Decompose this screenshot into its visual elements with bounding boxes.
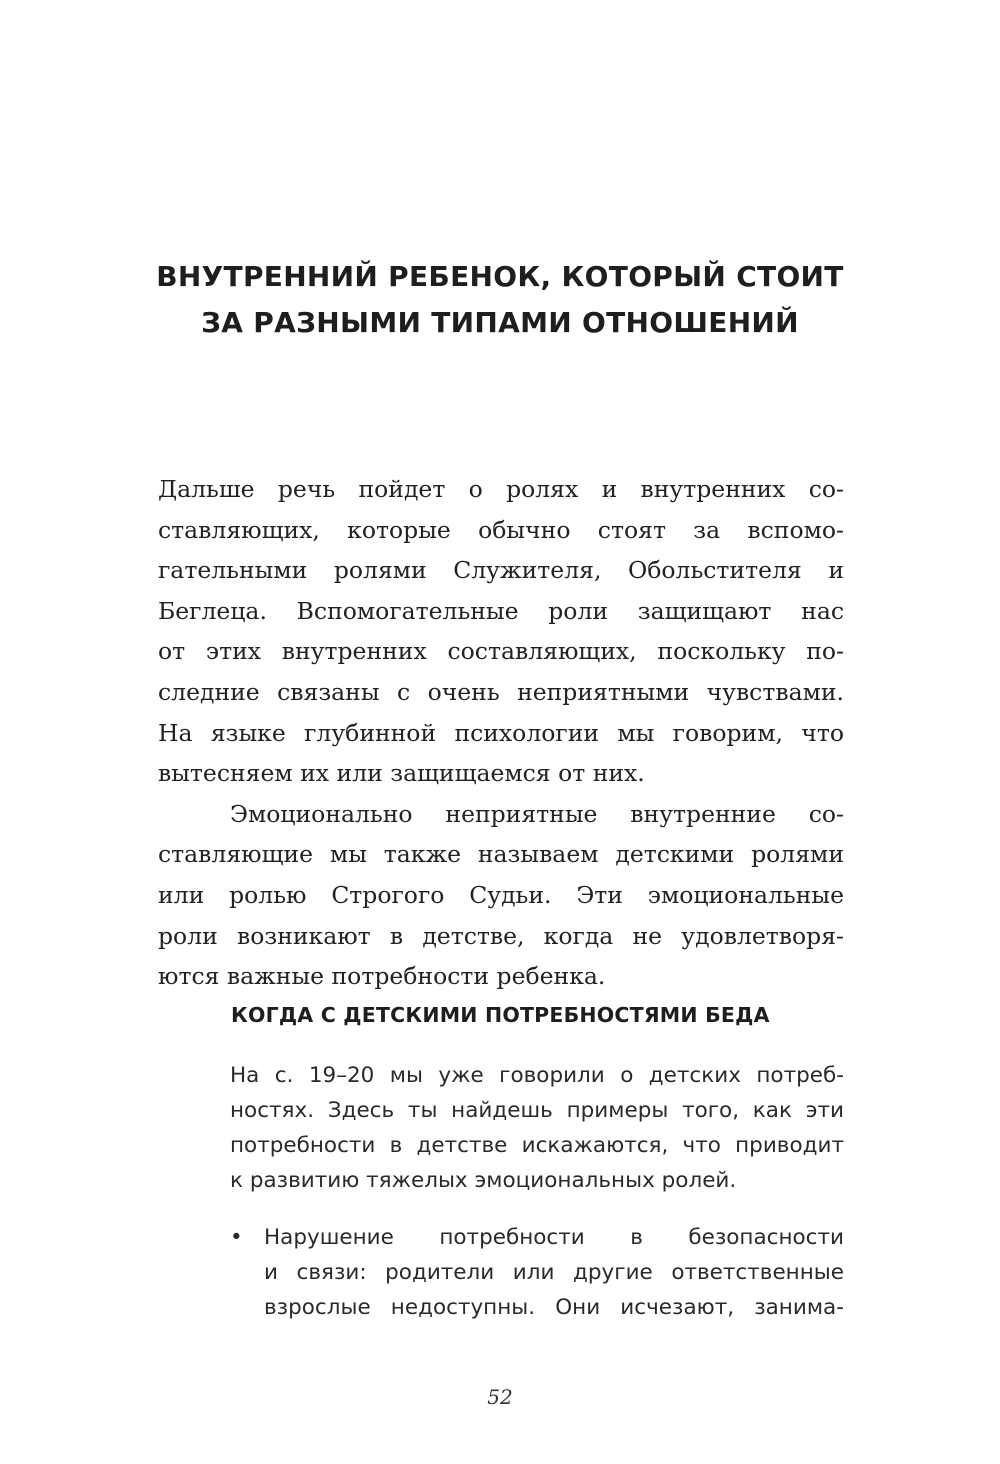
chapter-title [120, 254, 880, 346]
sans-paragraph-line: ностях. Здесь ты найдешь примеры того, как эти [230, 1098, 844, 1123]
main-text [158, 469, 844, 997]
bullet-icon: • [230, 1225, 243, 1250]
paragraph-1-line: вытесняем их или защищаемся от них. [158, 759, 645, 788]
chapter-title-line-2: ЗА РАЗНЫМИ ТИПАМИ ОТНОШЕНИЙ [201, 306, 799, 339]
paragraph-1-line: Дальше речь пойдет о ролях и внутренних со- [158, 475, 844, 503]
sans-paragraph-line: потребности в детстве искажаются, что приводит [230, 1133, 844, 1158]
bullet-line: взрослые недоступны. Они исчезают, занима- [264, 1295, 844, 1320]
paragraph-1-line: ставляющих, которые обычно стоят за вспомо- [158, 515, 844, 544]
paragraph-2-line: ются важные потребности ребенка. [158, 962, 606, 991]
chapter-title-line-1: ВНУТРЕННИЙ РЕБЕНОК, КОТОРЫЙ СТОИТ [156, 260, 844, 293]
paragraph-2-line: Эмоционально неприятные внутренние со- [230, 799, 844, 828]
sans-paragraph-line: На с. 19–20 мы уже говорили о детских потреб- [230, 1063, 844, 1088]
bullet-list-item [230, 1220, 844, 1325]
bullet-line: Нарушение потребности в безопасности [264, 1225, 844, 1250]
sans-paragraph-line: к развитию тяжелых эмоциональных ролей. [230, 1168, 737, 1193]
section-subheading: КОГДА С ДЕТСКИМИ ПОТРЕБНОСТЯМИ БЕДА [231, 1003, 770, 1027]
paragraph-2-line: роли возникают в детстве, когда не удовлетворя- [158, 921, 844, 950]
paragraph-2-line: ставляющие мы также называем детскими ролями [158, 840, 844, 869]
page-number: 52 [487, 1385, 513, 1409]
sans-paragraph [230, 1058, 844, 1198]
bullet-line: и связи: родители или другие ответственные [264, 1260, 844, 1285]
paragraph-1-line: Беглеца. Вспомогательные роли защищают нас [158, 596, 844, 625]
paragraph-2-line: или ролью Строгого Судьи. Эти эмоциональные [158, 880, 844, 909]
paragraph-1-line: от этих внутренних составляющих, поскольку по- [158, 637, 844, 666]
paragraph-1-line: гательными ролями Служителя, Обольстителя и [158, 556, 844, 585]
paragraph-1-line: На языке глубинной психологии мы говорим, что [158, 718, 844, 747]
paragraph-1-line: следние связаны с очень неприятными чувствами. [158, 677, 844, 706]
